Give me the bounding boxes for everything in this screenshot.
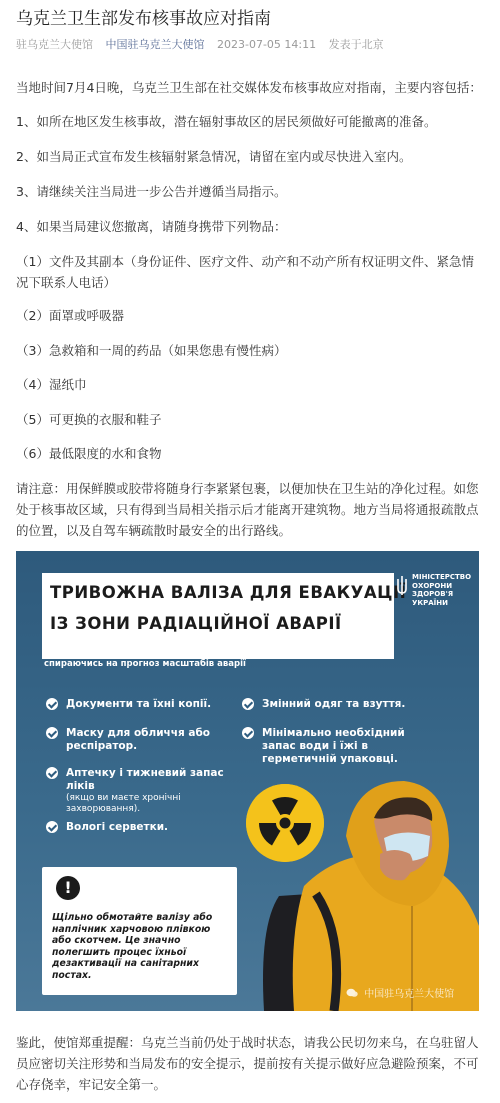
person-illustration: [234, 776, 479, 1011]
exclamation-icon: [56, 876, 80, 900]
ministry-name: МІНІСТЕРСТВО ОХОРОНИ ЗДОРОВ'Я УКРАЇНИ: [412, 573, 472, 607]
wechat-icon: [346, 988, 358, 998]
poster-headline-line2: ІЗ ЗОНИ РАДІАЦІЙНОЇ АВАРІЇ: [50, 614, 342, 633]
check-icon: [46, 821, 58, 833]
check-icon: [46, 698, 58, 710]
meta-datetime: 2023-07-05 14:11: [217, 38, 317, 51]
paragraph: （1）文件及其副本（身份证件、医疗文件、动产和不动产所有权证明文件、紧急情况下联系人电话）: [16, 254, 474, 290]
paragraph: 请注意：用保鲜膜或胶带将随身行李紧紧包裹，以便加快在卫生站的净化过程。如您处于核事故区域，只有得到当局相关指示后才能离开建筑物。地方当局将通报疏散点的位置，以及自驾车辆疏散时最安全的出行路线。: [16, 481, 479, 538]
closing-paragraph: 鉴此，使馆郑重提醒：乌克兰当前仍处于战时状态，请我公民切勿来乌，在乌驻留人员应密切关注形势和当局发布的安全提示，提前按有关提示做好应急避险预案，不可心存侥幸，牢记安全第一。: [16, 1035, 479, 1092]
check-icon: [46, 767, 58, 779]
paragraph: （6）最低限度的水和食物: [16, 446, 162, 461]
watermark: 中国驻乌克兰大使馆: [346, 985, 454, 1000]
trident-icon: [396, 575, 408, 597]
account-link[interactable]: 中国驻乌克兰大使馆: [105, 38, 205, 51]
evacuation-zone-note: * зона евакуації буде визначена органами влади, спираючись на прогноз масштабів аварії: [44, 647, 290, 669]
paragraph: （4）湿纸巾: [16, 377, 87, 392]
meta-source: 驻乌克兰大使馆: [16, 38, 93, 51]
ministry-logo: [396, 573, 471, 621]
check-icon: [46, 727, 58, 739]
paragraph: （2）面罩或呼吸器: [16, 308, 124, 323]
poster-headline-line1: ТРИВОЖНА ВАЛІЗА ДЛЯ ЕВАКУАЦІЇ: [50, 583, 407, 602]
paragraph: （5）可更换的衣服和鞋子: [16, 412, 162, 427]
warning-text: Щільно обмотайте валізу або наплічник харчовою плівкою або скотчем. Це значно полегшить процес їхньої дезактивації на санітарних постах.: [52, 912, 213, 981]
paragraph: 1、如所在地区发生核事故，潜在辐射事故区的居民须做好可能撤离的准备。: [16, 114, 437, 129]
article-title: 乌克兰卫生部发布核事故应对指南: [16, 9, 271, 29]
check-icon: [242, 727, 254, 739]
article-meta: [16, 38, 393, 52]
paragraph: 3、请继续关注当局进一步公告并遵循当局指示。: [16, 184, 287, 199]
paragraph: 4、如果当局建议您撤离，请随身携带下列物品：: [16, 219, 287, 234]
meta-location: 发表于北京: [328, 38, 384, 51]
evacuation-poster[interactable]: ТРИВОЖНА ВАЛІЗА ДЛЯ ЕВАКУАЦІЇ ІЗ ЗОНИ РАДІАЦІЙНОЇ АВАРІЇ МІНІСТЕРСТВО ОХОРОНИ ЗДОРОВ'Я УКРАЇНИ * зона евакуації буде визначена органами влади, спираючись на прогноз масштабів аварії Документи та їхні копії. Маску для обличчя або респіратор. Аптечку і тижневий запас ліків (якщо ви маєте хронічні захворювання). Вологі серветки. Змінний одяг та взуття. Мінімально необхідний запас води і їжі в герметичній упаковці. ! Щільно обмотайте валізу або наплічник харчовою плівкою або скотчем. Це значно полегшить процес їхньої дезактивації на санітарних постах. 中国驻乌克兰大使馆: [16, 551, 479, 1011]
paragraph: 2、如当局正式宣布发生核辐射紧急情况，请留在室内或尽快进入室内。: [16, 149, 412, 164]
check-icon: [242, 698, 254, 710]
paragraph: 当地时间7月4日晚，乌克兰卫生部在社交媒体发布核事故应对指南，主要内容包括：: [16, 80, 482, 95]
paragraph: （3）急救箱和一周的药品（如果您患有慢性病）: [16, 343, 287, 358]
